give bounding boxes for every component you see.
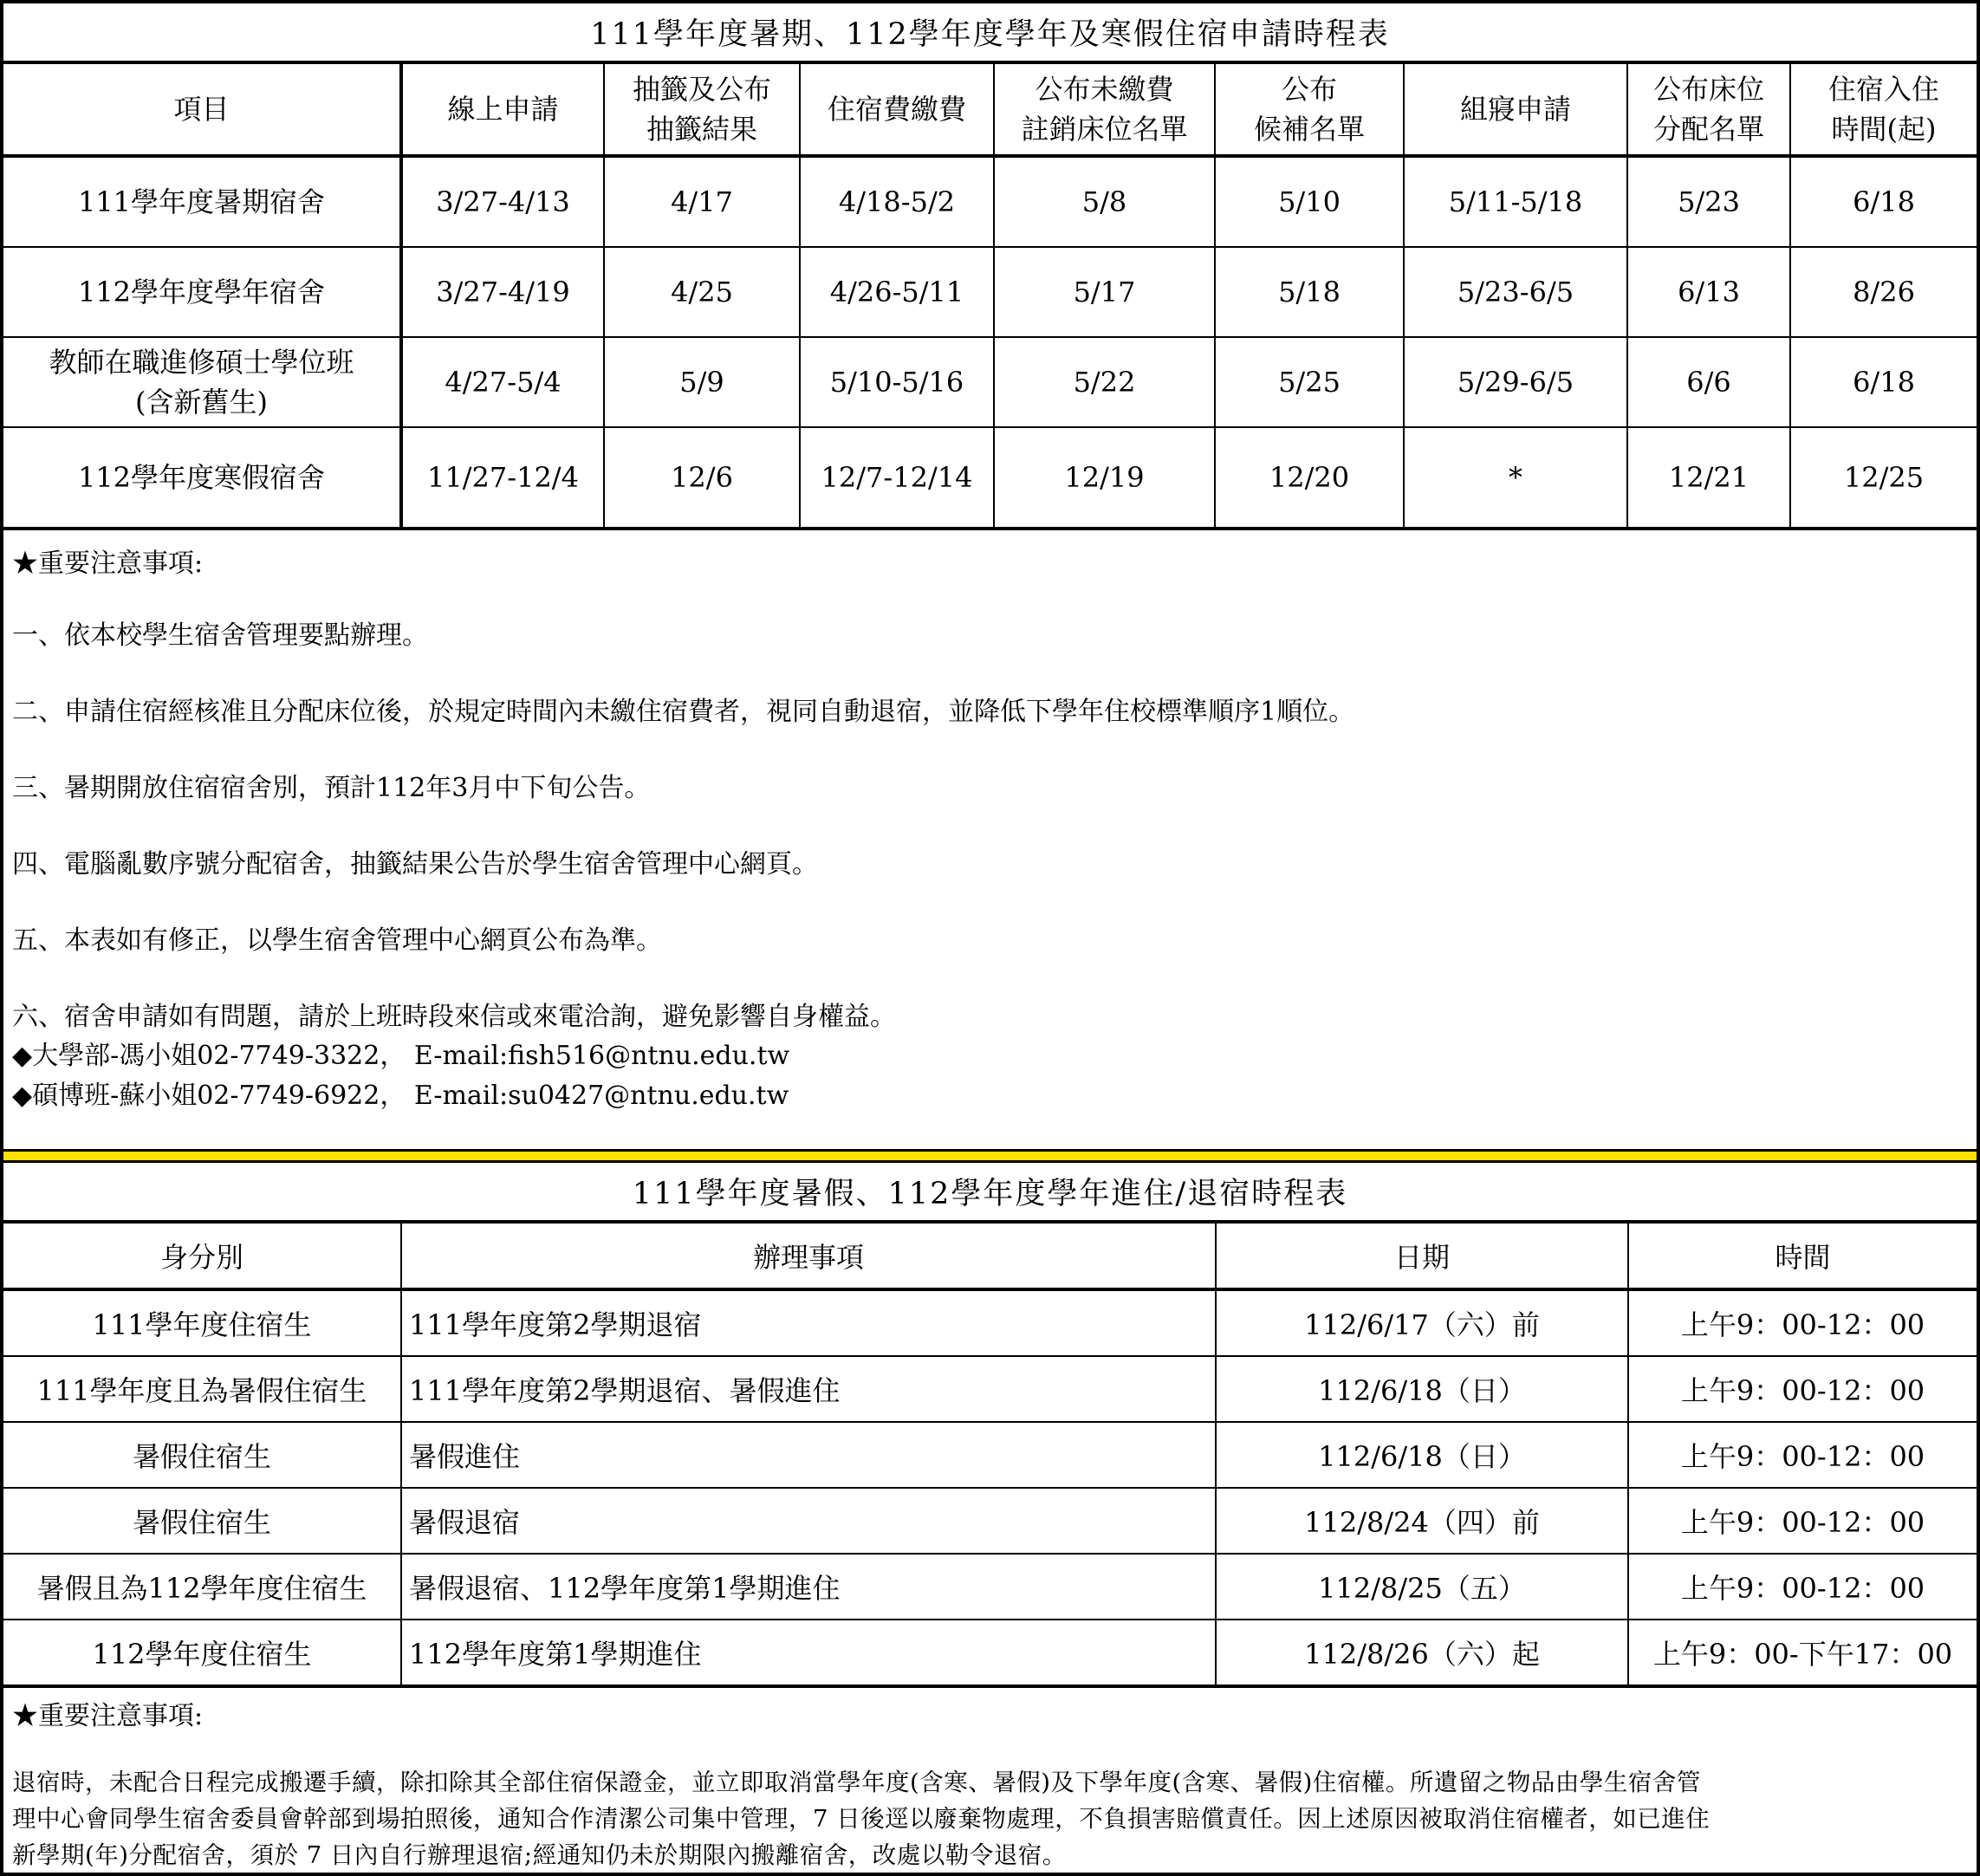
application-schedule-table [3, 64, 1977, 530]
notes-heading: ★重要注意事項: [12, 549, 204, 579]
application-schedule-title: 111學年度暑期、112學年度學年及寒假住宿申請時程表 [3, 3, 1977, 64]
time-cell: 上午9：00-12：00 [1628, 1554, 1977, 1620]
row-item: 112學年度學年宿舍 [3, 247, 401, 337]
table-cell: 3/27-4/13 [401, 156, 604, 247]
table-cell: 4/26-5/11 [800, 247, 994, 337]
table-cell: 5/10-5/16 [800, 337, 994, 427]
time-cell: 上午9：00-下午17：00 [1628, 1620, 1977, 1686]
move-schedule-section [3, 1163, 1977, 1873]
table-cell: 4/18-5/2 [800, 156, 994, 247]
identity-cell: 112學年度住宿生 [3, 1620, 401, 1686]
row-item: 教師在職進修碩士學位班 (含新舊生) [3, 337, 401, 427]
table-row [3, 1289, 1977, 1356]
notes-heading: ★重要注意事項: [12, 1701, 204, 1731]
row-item: 111學年度暑期宿舍 [3, 156, 401, 247]
time-cell: 上午9：00-12：00 [1628, 1488, 1977, 1554]
note-paragraph-line: 退宿時，未配合日程完成搬遷手續，除扣除其全部住宿保證金，並立即取消當學年度(含寒、暑假)及下學年度(含寒、暑假)住宿權。所遺留之物品由學生宿舍管 [12, 1769, 1701, 1796]
note-paragraph-line: 理中心會同學生宿舍委員會幹部到場拍照後，通知合作清潔公司集中管理，7 日後逕以廢棄物處理，不負損害賠償責任。因上述原因被取消住宿權者，如已進住 [12, 1805, 1711, 1833]
table-row [3, 1554, 1977, 1620]
note-item: 三、暑期開放住宿宿舍別，預計112年3月中下旬公告。 [12, 773, 651, 803]
table-cell: 6/6 [1627, 337, 1790, 427]
table-cell: 5/25 [1215, 337, 1404, 427]
section-divider [3, 1149, 1977, 1163]
table-cell: 5/17 [994, 247, 1215, 337]
table-cell: 6/13 [1627, 247, 1790, 337]
table-cell: 5/23-6/5 [1404, 247, 1627, 337]
table-cell: 5/11-5/18 [1404, 156, 1627, 247]
note-item: 二、申請住宿經核准且分配床位後，於規定時間內未繳住宿費者，視同自動退宿，並降低下學年住校標準順序1順位。 [12, 697, 1355, 727]
header-cell: 項目 [3, 64, 401, 156]
table-cell: 4/17 [604, 156, 800, 247]
task-cell: 暑假退宿、112學年度第1學期進住 [401, 1554, 1216, 1620]
table-cell: 12/6 [604, 427, 800, 529]
note-paragraph-line: 新學期(年)分配宿舍，須於 7 日內自行辦理退宿;經通知仍未於期限內搬離宿舍，改處以勒令退宿。 [12, 1841, 1067, 1869]
date-cell: 112/6/17（六）前 [1216, 1289, 1628, 1356]
note-item: 六、宿舍申請如有問題，請於上班時段來信或來電洽詢，避免影響自身權益。 [12, 1002, 896, 1032]
table-cell: 8/26 [1790, 247, 1977, 337]
task-cell: 暑假退宿 [401, 1488, 1216, 1554]
table-row [3, 156, 1977, 247]
table-cell: 12/21 [1627, 427, 1790, 529]
contact-undergraduate: ◆大學部-馮小姐02-7749-3322， E-mail:fish516@ntnu.edu.tw [12, 1041, 790, 1071]
date-cell: 112/6/18（日） [1216, 1422, 1628, 1488]
header-cell: 辦理事項 [401, 1224, 1216, 1289]
task-cell: 112學年度第1學期進住 [401, 1620, 1216, 1686]
table-cell: 12/20 [1215, 427, 1404, 529]
table-row [3, 1620, 1977, 1686]
table-header-row [3, 64, 1977, 156]
date-cell: 112/8/24（四）前 [1216, 1488, 1628, 1554]
table-cell: 5/22 [994, 337, 1215, 427]
table-cell: 5/18 [1215, 247, 1404, 337]
table-row [3, 1356, 1977, 1422]
date-cell: 112/8/25（五） [1216, 1554, 1628, 1620]
note-item: 一、依本校學生宿舍管理要點辦理。 [12, 620, 428, 651]
identity-cell: 暑假且為112學年度住宿生 [3, 1554, 401, 1620]
table-cell: 5/23 [1627, 156, 1790, 247]
contact-graduate: ◆碩博班-蘇小姐02-7749-6922， E-mail:su0427@ntnu.edu.tw [12, 1081, 789, 1111]
table-cell: 12/25 [1790, 427, 1977, 529]
table-cell: 6/18 [1790, 337, 1977, 427]
table-cell: 3/27-4/19 [401, 247, 604, 337]
header-cell: 公布 候補名單 [1215, 64, 1404, 156]
table-cell: 5/9 [604, 337, 800, 427]
table-row [3, 247, 1977, 337]
header-cell: 抽籤及公布 抽籤結果 [604, 64, 800, 156]
table-cell: 5/10 [1215, 156, 1404, 247]
identity-cell: 111學年度且為暑假住宿生 [3, 1356, 401, 1422]
table-cell: 6/18 [1790, 156, 1977, 247]
identity-cell: 暑假住宿生 [3, 1488, 401, 1554]
header-cell: 公布床位 分配名單 [1627, 64, 1790, 156]
time-cell: 上午9：00-12：00 [1628, 1356, 1977, 1422]
time-cell: 上午9：00-12：00 [1628, 1289, 1977, 1356]
table-cell: 11/27-12/4 [401, 427, 604, 529]
identity-cell: 111學年度住宿生 [3, 1289, 401, 1356]
move-out-notes [3, 1688, 1977, 1873]
header-cell: 公布未繳費 註銷床位名單 [994, 64, 1215, 156]
identity-cell: 暑假住宿生 [3, 1422, 401, 1488]
table-row [3, 1488, 1977, 1554]
header-cell: 身分別 [3, 1224, 401, 1289]
date-cell: 112/8/26（六）起 [1216, 1620, 1628, 1686]
important-notes [3, 530, 1977, 1116]
header-cell: 線上申請 [401, 64, 604, 156]
header-cell: 組寢申請 [1404, 64, 1627, 156]
task-cell: 暑假進住 [401, 1422, 1216, 1488]
application-schedule-section [3, 3, 1977, 1116]
table-cell: * [1404, 427, 1627, 529]
time-cell: 上午9：00-12：00 [1628, 1422, 1977, 1488]
row-item: 112學年度寒假宿舍 [3, 427, 401, 529]
table-row [3, 1422, 1977, 1488]
date-cell: 112/6/18（日） [1216, 1356, 1628, 1422]
move-schedule-table [3, 1224, 1977, 1688]
header-cell: 住宿入住 時間(起) [1790, 64, 1977, 156]
task-cell: 111學年度第2學期退宿 [401, 1289, 1216, 1356]
table-cell: 5/29-6/5 [1404, 337, 1627, 427]
table-row [3, 427, 1977, 529]
note-item: 四、電腦亂數序號分配宿舍，抽籤結果公告於學生宿舍管理中心網頁。 [12, 849, 818, 880]
table-cell: 5/8 [994, 156, 1215, 247]
table-cell: 4/25 [604, 247, 800, 337]
table-header-row [3, 1224, 1977, 1289]
note-item: 五、本表如有修正，以學生宿舍管理中心網頁公布為準。 [12, 925, 662, 956]
header-cell: 住宿費繳費 [800, 64, 994, 156]
table-cell: 4/27-5/4 [401, 337, 604, 427]
header-cell: 時間 [1628, 1224, 1977, 1289]
header-cell: 日期 [1216, 1224, 1628, 1289]
table-row [3, 337, 1977, 427]
table-cell: 12/19 [994, 427, 1215, 529]
task-cell: 111學年度第2學期退宿、暑假進住 [401, 1356, 1216, 1422]
table-cell: 12/7-12/14 [800, 427, 994, 529]
move-schedule-title: 111學年度暑假、112學年度學年進住/退宿時程表 [3, 1163, 1977, 1224]
